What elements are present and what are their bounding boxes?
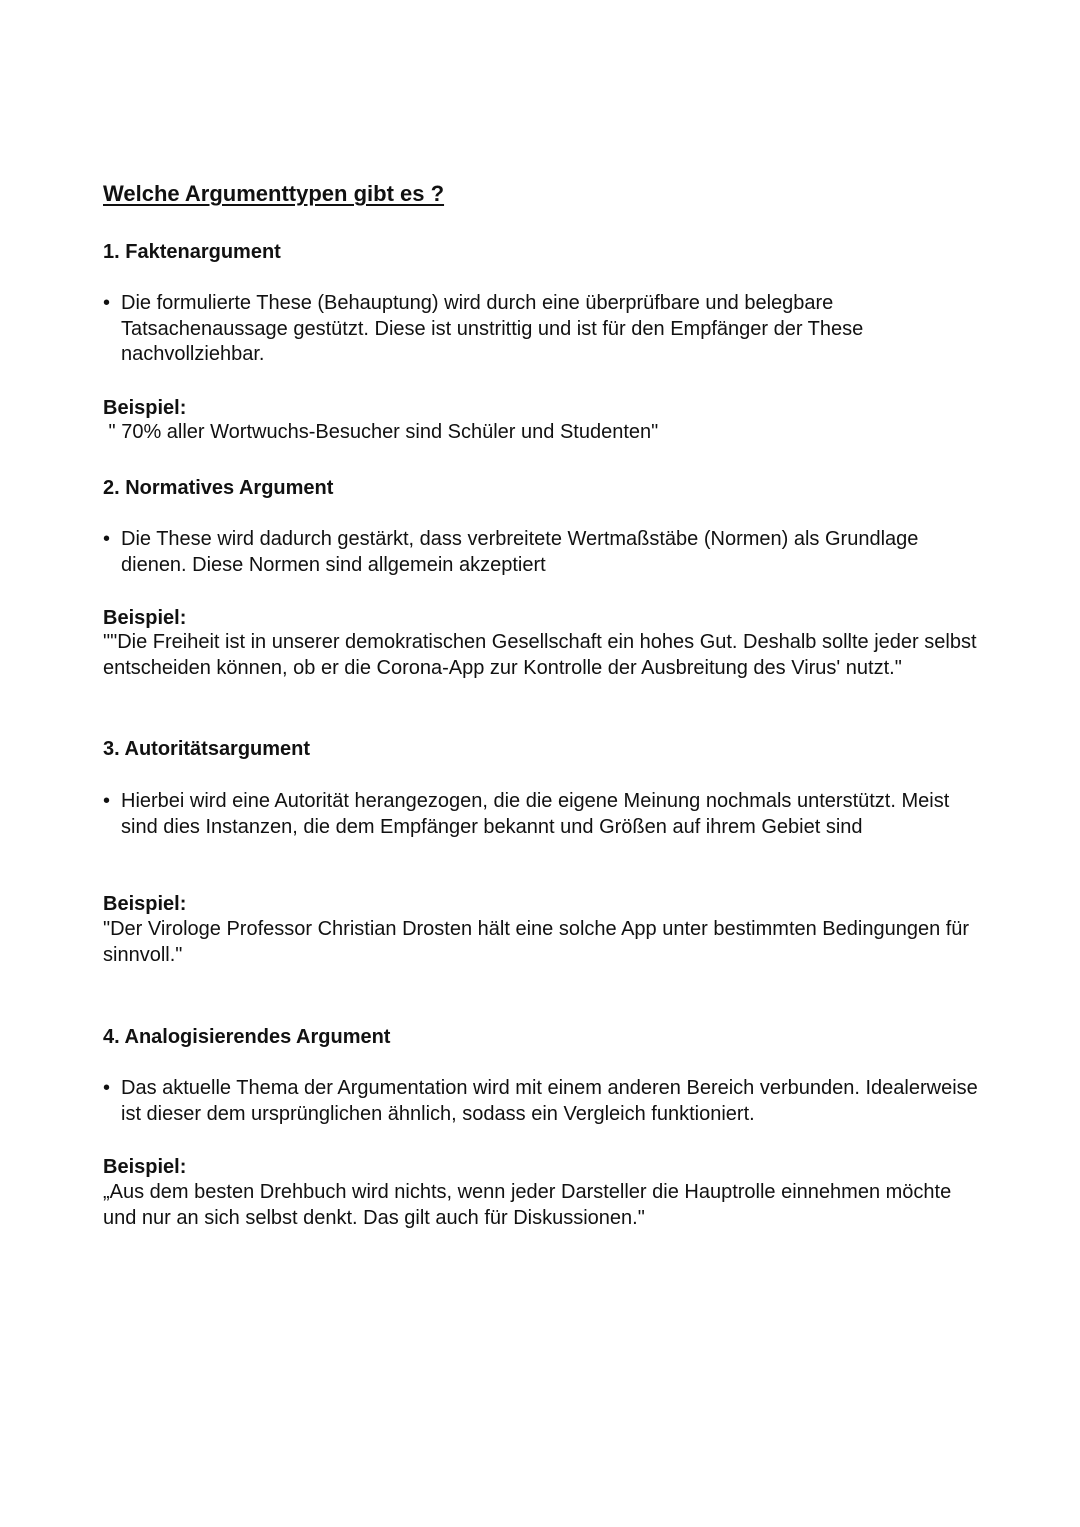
example-text: "Der Virologe Professor Christian Drosten hält eine solche App unter bestimmten Bedingungen für sinnvoll." bbox=[103, 918, 970, 966]
bullet-dot-icon: • bbox=[103, 292, 111, 314]
bullet-text: Das aktuelle Thema der Argumentation wird mit einem anderen Bereich verbunden. Idealerweise ist dieser dem ursprünglichen ähnlich, sodass ein Vergleich funktioniert. bbox=[121, 1077, 978, 1125]
example-label: Beispiel: bbox=[103, 1156, 187, 1178]
example-text: " 70% aller Wortwuchs-Besucher sind Schüler und Studenten" bbox=[103, 421, 659, 443]
bullet-dot-icon: • bbox=[103, 790, 111, 812]
section-bullet-normatives-argument bbox=[103, 527, 983, 578]
example-text: „Aus dem besten Drehbuch wird nichts, wenn jeder Darsteller die Hauptrolle einnehmen möchte und nur an sich selbst denkt. Das gilt auch für Diskussionen." bbox=[103, 1181, 952, 1229]
section-bullet-autoritaetsargument bbox=[103, 789, 983, 840]
page-title: Welche Argumenttypen gibt es ? bbox=[103, 181, 445, 206]
bullet-text: Die formulierte These (Behauptung) wird durch eine überprüfbare und belegbare Tatsachenaussage gestützt. Diese ist unstrittig und ist für den Empfänger der These nachvollziehbar. bbox=[121, 292, 864, 365]
example-label: Beispiel: bbox=[103, 607, 187, 629]
example-label: Beispiel: bbox=[103, 397, 187, 419]
section-bullet-analogisierendes-argument bbox=[103, 1076, 983, 1127]
section-heading-normatives-argument: 2. Normatives Argument bbox=[103, 477, 334, 499]
section-heading-autoritaetsargument: 3. Autoritätsargument bbox=[103, 738, 311, 760]
bullet-dot-icon: • bbox=[103, 1077, 111, 1099]
bullet-text: Die These wird dadurch gestärkt, dass verbreitete Wertmaßstäbe (Normen) als Grundlage dienen. Diese Normen sind allgemein akzeptiert bbox=[121, 528, 919, 576]
section-heading-faktenargument: 1. Faktenargument bbox=[103, 241, 281, 263]
section-heading-analogisierendes-argument: 4. Analogisierendes Argument bbox=[103, 1026, 391, 1048]
example-label: Beispiel: bbox=[103, 893, 187, 915]
section-bullet-faktenargument bbox=[103, 291, 983, 368]
example-text: ""Die Freiheit ist in unserer demokratischen Gesellschaft ein hohes Gut. Deshalb sollte jeder selbst entscheiden können, ob er die Corona-App zur Kontrolle der Ausbreitung des Virus' nutzt." bbox=[103, 631, 977, 679]
bullet-text: Hierbei wird eine Autorität herangezogen, die die eigene Meinung nochmals unterstützt. Meist sind dies Instanzen, die dem Empfänger bekannt und Größen auf ihrem Gebiet sind bbox=[121, 790, 950, 838]
bullet-dot-icon: • bbox=[103, 528, 111, 550]
